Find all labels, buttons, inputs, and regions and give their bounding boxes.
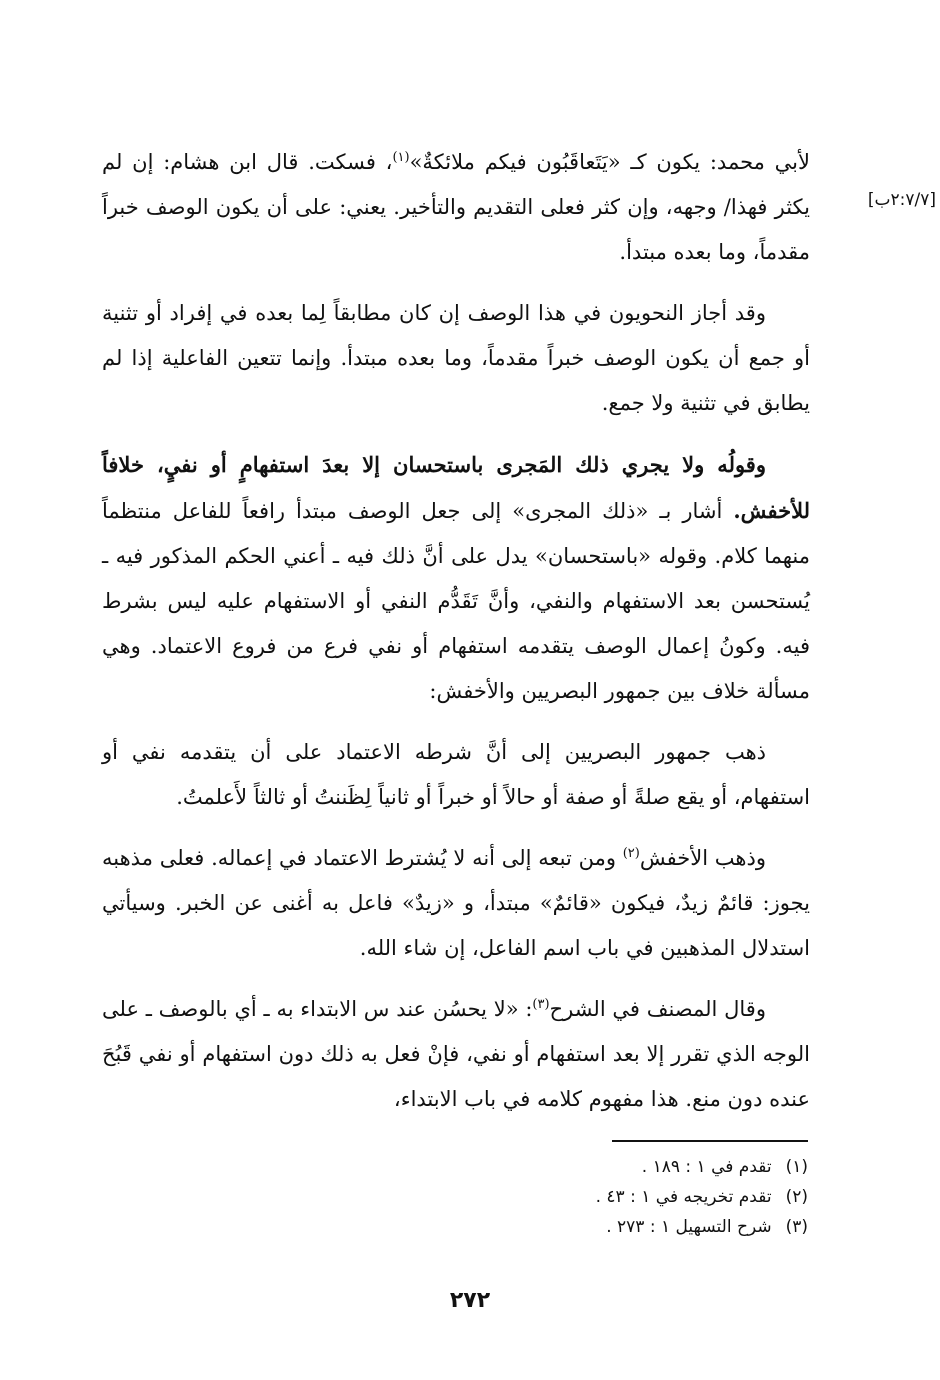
- footnote-separator: [612, 1140, 808, 1142]
- text-segment: وقال المصنف في الشرح: [549, 997, 766, 1021]
- footnote-text: تقدم تخريجه في ١ : ٤٣ .: [595, 1187, 772, 1207]
- text-segment: وذهب الأخفش: [639, 846, 766, 870]
- text-segment: أشار بـ «ذلك المجرى» إلى جعل الوصف مبتدأ رافعاً للفاعل منتظماً منهما كلام. وقوله «باستحسان» يدل على أنَّ ذلك فيه ـ أعني الحكم المذكور فيه ـ يُستحسن بعد الاستفهام والنفي، وأنَّ تَقَدُّم النفي أو الاستفهام عليه ليس بشرط فيه. وكونُ إعمال الوصف يتقدمه استفهام أو نفي فرع من فروع الاعتماد. وهي مسألة خلاف بين جمهور البصريين والأخفش:: [102, 499, 810, 703]
- footnote-number: (١): [785, 1157, 808, 1177]
- text-segment: ، فسكت. قال ابن هشام: إن لم يكثر فهذا/ وجهه، وإن كثر فعلى التقديم والتأخير. يعني: على أن يكون الوصف خبراً مقدماً، وما بعده مبتدأ.: [102, 150, 810, 264]
- footnote-text: شرح التسهيل ١ : ٢٧٣ .: [606, 1217, 772, 1237]
- footnote: [308, 1152, 808, 1182]
- footnote-marker: (٢): [622, 846, 640, 861]
- text-segment: : «لا يحسُن عند س الابتداء به ـ أي بالوصف ـ على الوجه الذي تقرر إلا بعد استفهام أو نفي، فإنْ فعل به ذلك دون استفهام أو نفي قَبُحَ عنده دون منع. هذا مفهوم كلامه في باب الابتداء،: [102, 997, 810, 1111]
- footnote: [308, 1182, 808, 1212]
- text-segment: وقد أجاز النحويون في هذا الوصف إن كان مطابقاً لِما بعده في إفراد أو تثنية أو جمع أن يكون الوصف خبراً مقدماً، وما بعده مبتدأ. وإنما تتعين الفاعلية إذا لم يطابق في تثنية ولا جمع.: [102, 301, 810, 415]
- footnote-number: (٢): [785, 1187, 808, 1207]
- main-text: [102, 140, 810, 1138]
- paragraph: [102, 987, 810, 1122]
- text-segment: ذهب جمهور البصريين إلى أنَّ شرطه الاعتماد على أن يتقدمه نفي أو استفهام، أو يقع صلةً أو صفة أو حالاً أو خبراً أو ثانياً لِظَننتُ أو ثالثاً لأَعلمتُ.: [102, 740, 810, 809]
- page-number: ٢٧٢: [449, 1288, 491, 1313]
- footnote-number: (٣): [785, 1217, 808, 1237]
- bold-text-segment: وقولُه ولا يجري ذلك المَجرى باستحسان إلا بعدَ استفهامٍ أو نفيٍ، خلافاً للأخفش.: [102, 452, 810, 523]
- paragraph: [102, 442, 810, 714]
- footnote: [308, 1212, 808, 1242]
- paragraph: [102, 140, 810, 275]
- paragraph: [102, 836, 810, 971]
- margin-reference: [٢:٧/٧ب]: [867, 190, 936, 210]
- text-segment: ومن تبعه إلى أنه لا يُشترط الاعتماد في إعماله. فعلى مذهبه يجوز: قائمٌ زيدٌ، فيكون «قائمٌ» مبتدأ، و «زيدٌ» فاعل به أغنى عن الخبر. وسيأتي استدلال المذهبين في باب اسم الفاعل، إن شاء الله.: [102, 846, 810, 960]
- footnote-marker: (٣): [532, 997, 550, 1012]
- footnote-marker: (١): [392, 150, 410, 165]
- paragraph: [102, 291, 810, 426]
- paragraph: [102, 730, 810, 820]
- footnote-text: تقدم في ١ : ١٨٩ .: [641, 1157, 772, 1177]
- footnotes: [308, 1152, 808, 1242]
- text-segment: لأبي محمد: يكون كـ «يَتَعاقَبُون فيكم ملائكةٌ»: [409, 150, 810, 174]
